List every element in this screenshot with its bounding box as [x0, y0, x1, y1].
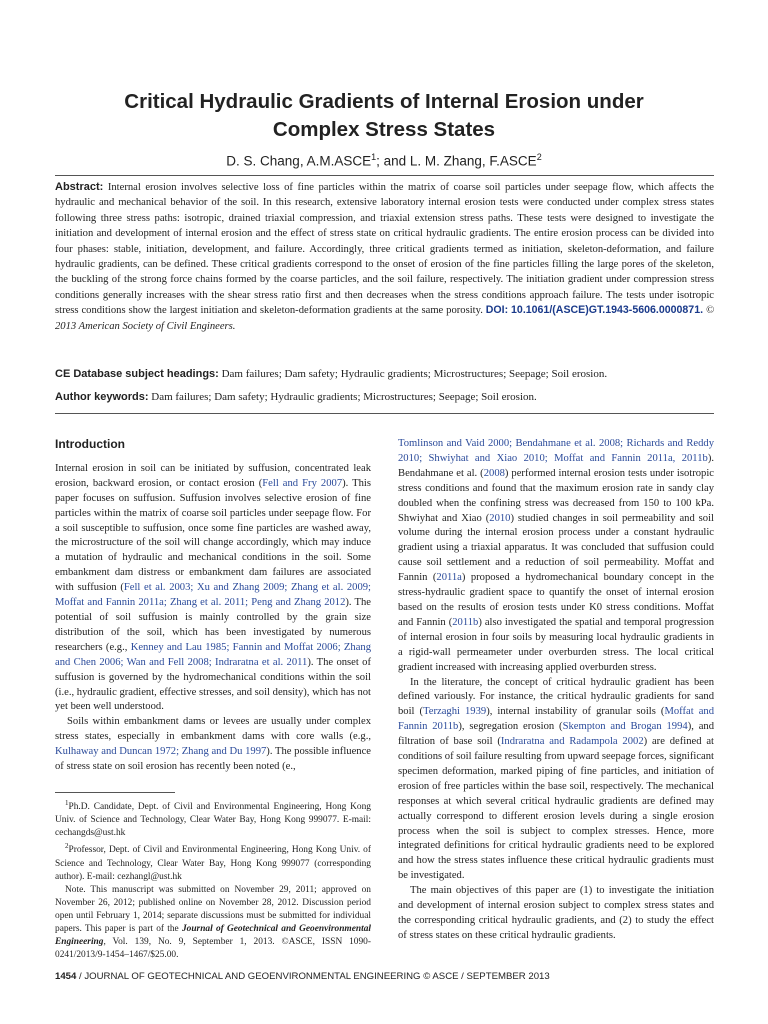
- author-keywords-label: Author keywords:: [55, 391, 149, 403]
- paper-title: [60, 88, 708, 144]
- text-run: ) are defined at conditions of soil failure resulting from upward seepage forces, significant specimen deformation, marked piping of fine particles, and initiation of erosion of free particles within the base soil, respectively. The mechanical responses at which several critical hydraulic gradients are defined may actually correspond to different erosion levels during a single erosion process when the soil is subject to complex stresses. Hence, more integrated definitions for critical hydraulic gradients need to be explored and how the stress states influence these critical hydraulic gradients must be investigated.: [398, 736, 714, 882]
- abstract-text: Internal erosion involves selective loss of fine particles within the matrix of coarse soil particles under seepage flow, which affects the hydraulic and mechanical behavior of the soil. In this research, extensive laboratory internal erosion tests were conducted under complex stress states following three stress paths: isotropic, drained triaxial compression, and triaxial extension stress paths. These tests were designed to investigate the initiation and development of internal erosion and the effect of stress state on critical hydraulic gradients. The entire erosion process can be divided into four phases: stable, initiation, development, and failure. Accordingly, three critical gradients termed as initiation, skeleton-deformation, and failure hydraulic gradients, can be defined. These critical gradients correspond to the onset of erosion of the fine particles filling the large pores of the skeleton, the buckling of the strong force chains formed by the coarse particles, and the soil failure, respectively. The initiation gradient under compression stress conditions generally increases with the shear stress ratio first and then decreases when the stress conditions approach failure. The tests under isotropic stress conditions show the largest initiation and skeleton-deformation gradients at the same porosity.: [55, 182, 714, 317]
- subject-headings-label: CE Database subject headings:: [55, 368, 219, 380]
- text-run: ), internal instability of granular soils (: [486, 706, 665, 718]
- author-2-sup: 2: [536, 152, 542, 162]
- journal-name: Journal of Geotechnical and Geoenvironmental Engineering: [55, 924, 371, 948]
- citation-link[interactable]: Tomlinson and Vaid 2000; Bendahmane et al. 2008; Richards and Reddy 2010; Shwiyhat and Xiao 2010; Moffat and Fannin 2011a, 2011b: [398, 438, 714, 464]
- author-sep: ; and L. M. Zhang, F.ASCE: [376, 153, 537, 169]
- intro-paragraph-1: [55, 462, 371, 715]
- text-run: In the literature, the concept of critical hydraulic gradient has been defined variously. For instance, the critical hydraulic gradients for sand boil (: [398, 676, 714, 718]
- text-run: ) also investigated the spatial and temporal progression of internal erosion in four soils by measuring local hydraulic gradients in a rigid-wall permeameter under overburden stress. The local critical gradient increased with increasing applied overburden stress.: [398, 616, 714, 673]
- subject-headings: [55, 367, 714, 382]
- citation-link[interactable]: Fell et al. 2003; Xu and Zhang 2009; Zhang et al. 2009; Moffat and Fannin 2011a; Zhang et al. 2011; Peng and Zhang 2012: [55, 582, 371, 609]
- right-paragraph-3: The main objectives of this paper are (1) to investigate the initiation and development of internal erosion subject to complex stress states and the corresponding critical hydraulic gradients, and (2) to study the effect of stress states on these critical hydraulic gradients.: [398, 885, 714, 941]
- text-run: ) performed internal erosion tests under isotropic stress conditions and found that the maximum erosion rate in sandy clay doubled when the confining stress was decreased from 150 to 100 kPa. Shwiyhat and Xiao (: [398, 467, 715, 524]
- doi-link[interactable]: 10.1061/(ASCE)GT.1943-5606.0000871.: [511, 304, 704, 317]
- text-run: ). This paper focuses on suffusion. Suffusion involves selective erosion of fine particles within the matrix of coarse soil particles under seepage flow. For a soil susceptible to suffusion, once some fine particles are washed away, the microstructure of the soil will change accordingly, which may induce a mutation of hydraulic and mechanical conditions in the soil. Some embankment dam distress or embankment dam failures are associated with suffusion (: [55, 477, 371, 594]
- text-run: ). The potential of soil suffusion is mainly controlled by the grain size distribution of the soil, which has been investigated by numerous researchers (e.g.,: [55, 597, 372, 653]
- text-run: ). The onset of suffusion is governed by the hydromechanical conditions within the soil (i.e., hydraulic gradient, effective stresses, and soil density), which has not yet been well understood.: [55, 656, 371, 713]
- submission-note: [55, 884, 371, 963]
- subject-headings-text: Dam failures; Dam safety; Hydraulic gradients; Microstructures; Seepage; Soil erosion.: [221, 368, 608, 380]
- footnote-1-text: Ph.D. Candidate, Dept. of Civil and Environmental Engineering, Hong Kong Univ. of Science and Technology, Clear Water Bay, Hong Kong 999077. E-mail: cechangds@ust.hk: [55, 802, 371, 839]
- citation-link[interactable]: 2011b: [452, 616, 479, 628]
- right-paragraph-2: [398, 676, 714, 885]
- footnote-rule: [55, 792, 175, 793]
- doi-label: DOI:: [485, 304, 509, 317]
- text-run: ) proposed a hydromechanical boundary concept in the stress-hydraulic gradient space to quantify the onset of internal erosion based on the results of erosion tests under K0 stress conditions. Moffat and Fannin (: [398, 572, 715, 628]
- intro-paragraph-2: [55, 715, 371, 775]
- text-run: , Vol. 139, No. 9, September 1, 2013. ©ASCE, ISSN 1090-0241/2013/9-1454–1467/$25.00.: [55, 937, 371, 961]
- citation-link[interactable]: 2008: [483, 467, 505, 479]
- right-paragraph-1: [398, 437, 714, 676]
- right-column: [398, 437, 714, 944]
- abstract-bottom-rule: [55, 413, 714, 414]
- citation-link[interactable]: Kulhaway and Duncan 1972; Zhang and Du 1997: [55, 746, 267, 758]
- footnote-1: [55, 797, 371, 840]
- page-footer: [55, 971, 715, 982]
- title-line-2: Complex Stress States: [272, 118, 496, 141]
- footnote-1-marker: 1: [65, 799, 69, 807]
- section-heading-introduction: Introduction: [55, 437, 125, 451]
- citation-link[interactable]: Moffat and Fannin 2011b: [398, 706, 714, 733]
- citation-link[interactable]: Terzaghi 1939: [423, 706, 487, 718]
- citation-link[interactable]: Kenney and Lau 1985; Fannin and Moffat 2006; Zhang and Chen 2006; Wan and Fell 2008; Indraratna et al. 2011: [55, 641, 371, 668]
- left-column: [55, 437, 371, 775]
- citation-link[interactable]: 2011a: [436, 572, 462, 584]
- footnote-2: [55, 840, 371, 883]
- citation-link[interactable]: Indraratna and Radampola 2002: [500, 736, 644, 748]
- footnote-2-text: Professor, Dept. of Civil and Environmental Engineering, Hong Kong Univ. of Science and Technology, Clear Water Bay, Hong Kong 999077 (corresponding author). E-mail: cezhangl@ust.hk: [55, 845, 371, 882]
- footnote-2-marker: 2: [65, 842, 69, 851]
- author-keywords: [55, 390, 714, 405]
- top-rule: [55, 175, 714, 176]
- text-run: Soils within embankment dams or levees are usually under complex stress states, especially in embankment dams with core walls (e.g.,: [55, 716, 371, 743]
- author-1-sup: 1: [371, 152, 377, 162]
- citation-link[interactable]: Skempton and Brogan 1994: [562, 721, 688, 733]
- text-run: ), and filtration of base soil (: [398, 721, 715, 748]
- citation-link[interactable]: Fell and Fry 2007: [262, 477, 343, 489]
- citation-link[interactable]: 2010: [489, 512, 511, 524]
- text-run: Note. This manuscript was submitted on November 29, 2011; approved on November 26, 2012; published online on November 28, 2012. Discussion period open until February 1, 2014; separate discussions must be submitted for individual papers. This paper is part of the: [55, 884, 371, 935]
- copyright: © 2013 American Society of Civil Engineers.: [55, 305, 714, 332]
- page-number: 1454: [55, 971, 77, 982]
- text-run: ), segregation erosion (: [458, 721, 563, 733]
- title-line-1: Critical Hydraulic Gradients of Internal Erosion under: [124, 90, 644, 113]
- text-run: Internal erosion in soil can be initiated by suffusion, concentrated leak erosion, backward erosion, or contact erosion (: [55, 462, 371, 489]
- author-line: [60, 152, 708, 169]
- text-run: ). Bendahmane et al. (: [398, 452, 714, 479]
- footer-text: / JOURNAL OF GEOTECHNICAL AND GEOENVIRONMENTAL ENGINEERING © ASCE / SEPTEMBER 2013: [76, 971, 550, 982]
- text-run: ) studied changes in soil permeability and soil volume during the internal erosion process under a constant hydraulic gradient using a triaxial apparatus. It was concluded that suffusion could cause soil settlement and a reduction of soil permeability. Moffat and Fannin (: [398, 512, 714, 584]
- author-1: D. S. Chang, A.M.ASCE: [226, 153, 372, 169]
- text-run: ). The possible influence of stress state on soil erosion has recently been noted (e.,: [55, 746, 371, 773]
- author-keywords-text: Dam failures; Dam safety; Hydraulic gradients; Microstructures; Seepage; Soil erosion.: [151, 391, 537, 403]
- abstract-label: Abstract:: [55, 181, 104, 193]
- footnotes: [55, 797, 371, 962]
- abstract-block: [55, 180, 714, 334]
